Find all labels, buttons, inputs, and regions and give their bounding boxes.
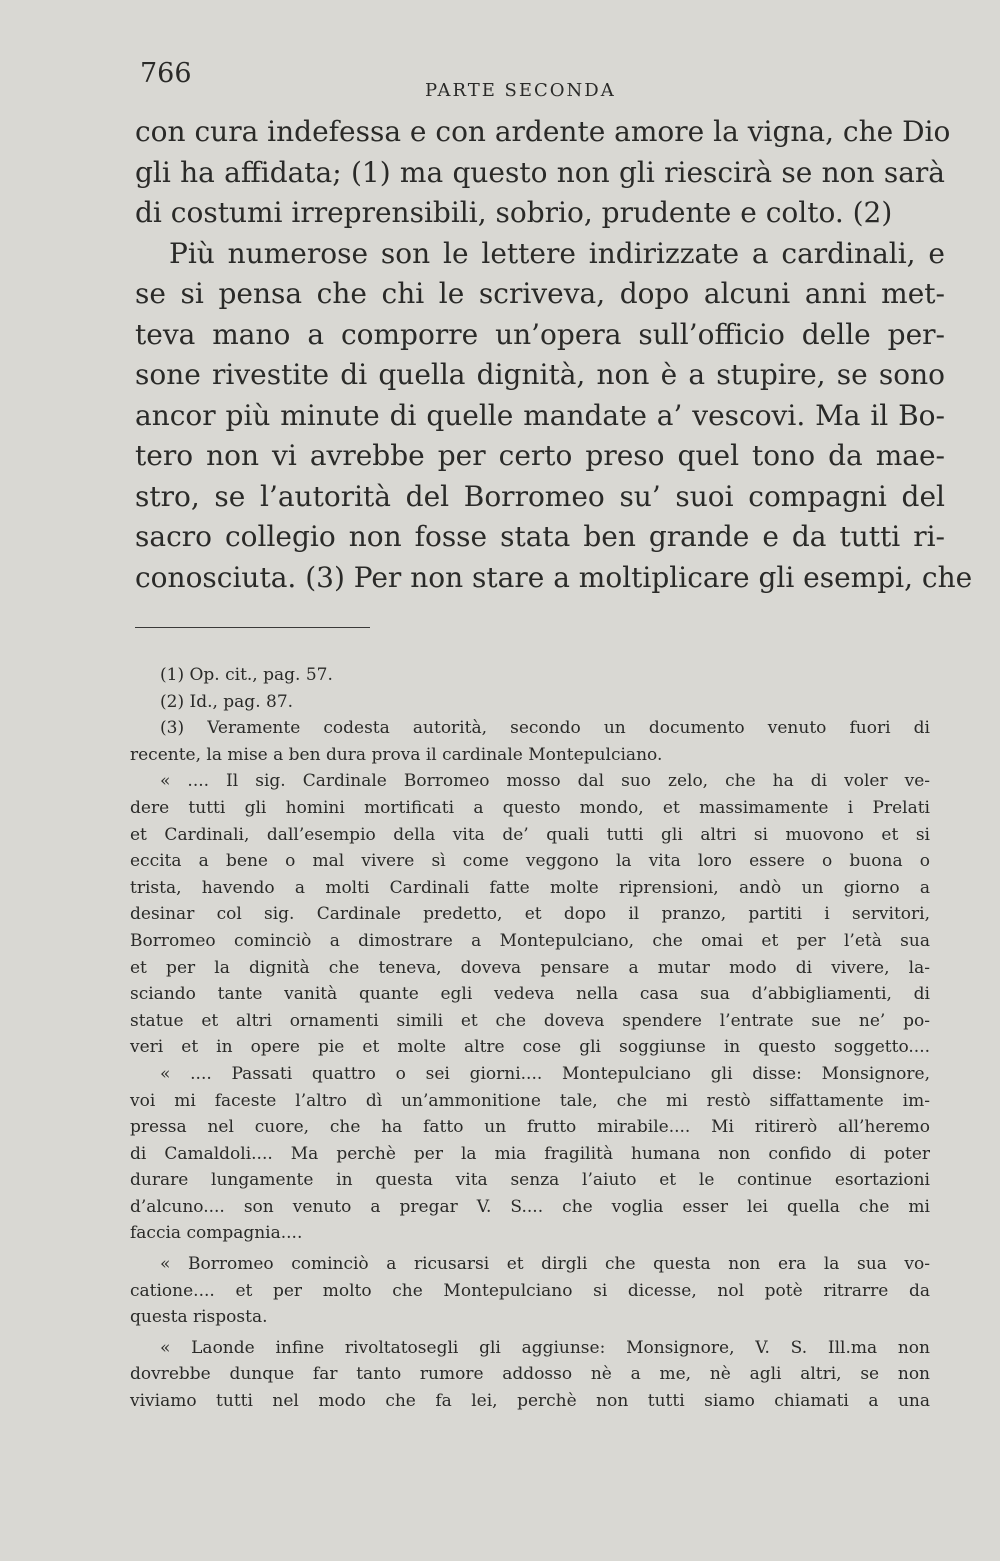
running-head: PARTE SECONDA (425, 80, 616, 101)
body-line: ancor più minute di quelle mandate a’ vescovi. Ma il Bo- (135, 398, 945, 432)
footnotes (130, 662, 930, 1415)
footnote-line: faccia compagnia.... (130, 1223, 303, 1244)
body-line: di costumi irreprensibili, sobrio, prudente e colto. (2) (135, 196, 893, 229)
footnote-line: veri et in opere pie et molte altre cose gli soggiunse in questo soggetto.... (130, 1037, 930, 1058)
page-header (140, 58, 960, 101)
body-text (135, 112, 973, 598)
footnote-line: statue et altri ornamenti simili et che doveva spendere l’entrate sue ne’ po- (130, 1010, 930, 1031)
body-line: sone rivestite di quella dignità, non è a stupire, se sono (135, 358, 945, 391)
footnote-line: viviamo tutti nel modo che fa lei, perchè non tutti siamo chiamati a una (130, 1391, 930, 1412)
body-line: con cura indefessa e con ardente amore la vigna, che Dio (135, 115, 951, 148)
footnote-line: et per la dignità che teneva, doveva pensare a mutar modo di vivere, la- (130, 957, 930, 978)
body-line: stro, se l’autorità del Borromeo su’ suoi compagni del (135, 479, 945, 513)
footnote-line: recente, la mise a ben dura prova il cardinale Montepulciano. (130, 744, 663, 765)
body-line: conosciuta. (3) Per non stare a moltiplicare gli esempi, che (135, 560, 973, 594)
footnote-line: trista, havendo a molti Cardinali fatte molte riprensioni, andò un giorno a (130, 877, 930, 898)
footnote-line: dere tutti gli homini mortificati a questo mondo, et massimamente i Prelati (130, 797, 930, 818)
footnote-line: sciando tante vanità quante egli vedeva nella casa sua d’abbigliamenti, di (130, 984, 930, 1005)
footnote-line: catione.... et per molto che Montepulciano si dicesse, nol potè ritrarre da (130, 1280, 930, 1301)
footnote-line: di Camaldoli.... Ma perchè per la mia fragilità humana non confido di poter (130, 1143, 930, 1164)
footnote-line: d’alcuno.... son venuto a pregar V. S.... che voglia esser lei quella che mi (130, 1196, 930, 1217)
body-line: gli ha affidata; (1) ma questo non gli riescirà se non sarà (135, 155, 945, 189)
footnote-separator (135, 627, 370, 628)
body-line: sacro collegio non fosse stata ben grande e da tutti ri- (135, 520, 945, 553)
footnote-line: dovrebbe dunque far tanto rumore addosso nè a me, nè agli altri, se non (130, 1364, 930, 1385)
footnote-line: (2) Id., pag. 87. (160, 691, 294, 712)
footnote-line: eccita a bene o mal vivere sì come veggono la vita loro essere o buona o (130, 851, 930, 872)
footnote-line: (1) Op. cit., pag. 57. (160, 665, 333, 685)
body-line: tero non vi avrebbe per certo preso quel tono da mae- (135, 439, 945, 472)
body-line: teva mano a comporre un’opera sull’officio delle per- (135, 317, 945, 351)
footnote-line: et Cardinali, dall’esempio della vita de’ quali tutti gli altri si muovono et si (130, 824, 930, 845)
footnote-line: (3) Veramente codesta autorità, secondo un documento venuto fuori di (160, 718, 930, 739)
footnote-line: questa risposta. (130, 1307, 268, 1328)
footnote-line: pressa nel cuore, che ha fatto un frutto mirabile.... Mi ritirerò all’heremo (130, 1117, 930, 1138)
footnote-line: desinar col sig. Cardinale predetto, et dopo il pranzo, partiti i servitori, (130, 904, 930, 925)
footnote-line: « Laonde infine rivoltatosegli gli aggiunse: Monsignore, V. S. Ill.ma non (160, 1337, 930, 1358)
footnote-line: « Borromeo cominciò a ricusarsi et dirgli che questa non era la sua vo- (160, 1254, 930, 1275)
footnote-line: voi mi faceste l’altro dì un’ammonitione tale, che mi restò siffattamente im- (130, 1090, 930, 1111)
footnote-line: durare lungamente in questa vita senza l’aiuto et le continue esortazioni (130, 1170, 930, 1191)
page-number: 766 (140, 58, 192, 89)
body-line: Più numerose son le lettere indirizzate a cardinali, e (169, 236, 945, 270)
body-line: se si pensa che chi le scriveva, dopo alcuni anni met- (135, 277, 945, 310)
footnote-line: « .... Passati quattro o sei giorni.... Montepulciano gli disse: Monsignore, (160, 1063, 930, 1084)
footnote-line: Borromeo cominciò a dimostrare a Montepulciano, che omai et per l’età sua (130, 930, 930, 951)
footnote-line: « .... Il sig. Cardinale Borromeo mosso dal suo zelo, che ha di voler ve- (160, 771, 930, 792)
